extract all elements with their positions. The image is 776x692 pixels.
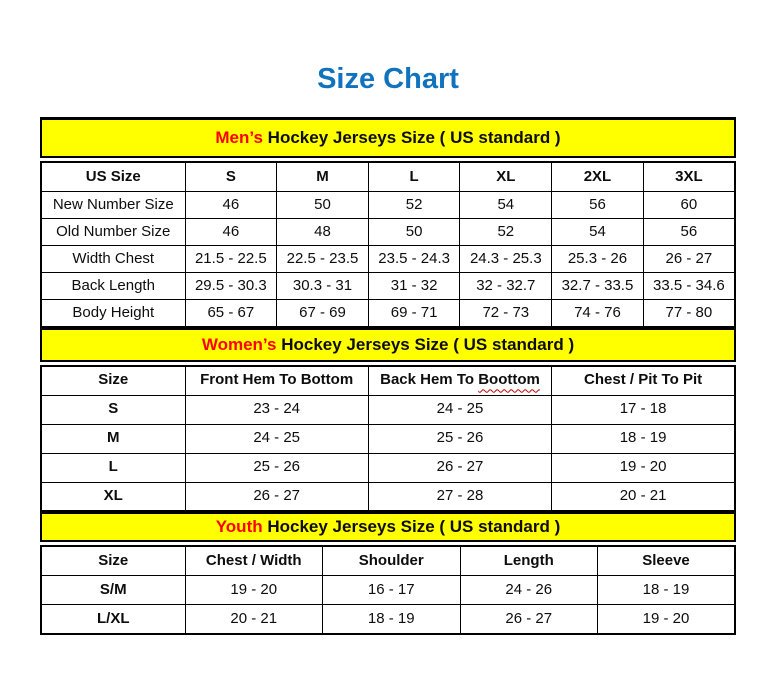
mens-size-table [40,161,736,328]
value-cell: 22.5 - 23.5 [277,246,369,273]
table-row [41,453,735,482]
value-cell: 24 - 25 [185,424,368,453]
mens-banner-text: Hockey Jerseys Size ( US standard ) [262,128,561,147]
value-cell: 56 [552,192,644,219]
womens-section-banner [40,328,736,362]
row-label: S [41,395,185,424]
column-header: 3XL [643,162,735,192]
value-cell: 52 [460,219,552,246]
table-row [41,424,735,453]
value-cell: 24 - 25 [368,395,551,424]
column-header: 2XL [552,162,644,192]
womens-size-table [40,365,736,513]
value-cell: 19 - 20 [185,576,323,605]
value-cell: 50 [368,219,460,246]
value-cell: 67 - 69 [277,300,369,327]
column-header: Sleeve [598,546,736,576]
value-cell: 26 - 27 [460,605,598,634]
value-cell: 56 [643,219,735,246]
row-label: L [41,453,185,482]
row-label: S/M [41,576,185,605]
value-cell: 77 - 80 [643,300,735,327]
value-cell: 32 - 32.7 [460,273,552,300]
table-row [41,192,735,219]
table-row [41,246,735,273]
value-cell: 52 [368,192,460,219]
value-cell: 18 - 19 [598,576,736,605]
value-cell: 24.3 - 25.3 [460,246,552,273]
column-header: Shoulder [323,546,461,576]
youth-section-banner [40,512,736,542]
value-cell: 26 - 27 [368,453,551,482]
value-cell: 65 - 67 [185,300,277,327]
mens-section-banner [40,117,736,158]
value-cell: 30.3 - 31 [277,273,369,300]
value-cell: 74 - 76 [552,300,644,327]
value-cell: 19 - 20 [552,453,735,482]
row-label: Back Length [41,273,185,300]
value-cell: 17 - 18 [552,395,735,424]
value-cell: 21.5 - 22.5 [185,246,277,273]
value-cell: 46 [185,219,277,246]
womens-section [40,328,736,513]
column-header: Size [41,546,185,576]
page-title: Size Chart [317,63,459,95]
value-cell: 29.5 - 30.3 [185,273,277,300]
value-cell: 26 - 27 [643,246,735,273]
value-cell: 60 [643,192,735,219]
value-cell: 23 - 24 [185,395,368,424]
column-header: Front Hem To Bottom [185,366,368,396]
value-cell: 50 [277,192,369,219]
misspelled-word: Boottom [478,371,540,389]
column-header: Chest / Width [185,546,323,576]
value-cell: 27 - 28 [368,482,551,511]
table-row [41,300,735,327]
column-header-misspelled [368,366,551,396]
value-cell: 69 - 71 [368,300,460,327]
table-row [41,219,735,246]
value-cell: 33.5 - 34.6 [643,273,735,300]
value-cell: 25.3 - 26 [552,246,644,273]
table-row [41,605,735,634]
value-cell: 19 - 20 [598,605,736,634]
value-cell: 46 [185,192,277,219]
value-cell: 16 - 17 [323,576,461,605]
row-label: Old Number Size [41,219,185,246]
row-label: Width Chest [41,246,185,273]
value-cell: 20 - 21 [552,482,735,511]
column-header: M [277,162,369,192]
value-cell: 25 - 26 [185,453,368,482]
value-cell: 18 - 19 [323,605,461,634]
womens-banner-text: Hockey Jerseys Size ( US standard ) [276,334,575,354]
youth-banner-text: Hockey Jerseys Size ( US standard ) [262,517,561,536]
column-header: Size [41,366,185,396]
value-cell: 48 [277,219,369,246]
table-row [41,482,735,511]
youth-banner-highlight: Youth [215,517,263,536]
value-cell: 54 [552,219,644,246]
value-cell: 24 - 26 [460,576,598,605]
column-header: Length [460,546,598,576]
value-cell: 32.7 - 33.5 [552,273,644,300]
table-row [41,395,735,424]
row-label: M [41,424,185,453]
column-header: S [185,162,277,192]
row-label: XL [41,482,185,511]
column-header: US Size [41,162,185,192]
value-cell: 23.5 - 24.3 [368,246,460,273]
column-header: XL [460,162,552,192]
value-cell: 26 - 27 [185,482,368,511]
row-label: L/XL [41,605,185,634]
value-cell: 54 [460,192,552,219]
youth-size-table [40,545,736,635]
table-row [41,576,735,605]
size-chart-body [40,117,736,635]
mens-banner-highlight: Men’s [215,128,263,147]
womens-banner-highlight: Women’s [201,334,277,354]
mens-section [40,117,736,328]
row-label: New Number Size [41,192,185,219]
table-row [41,273,735,300]
column-header: L [368,162,460,192]
womens-header-row [41,366,735,396]
youth-header-row [41,546,735,576]
youth-section [40,512,736,635]
value-cell: 72 - 73 [460,300,552,327]
value-cell: 31 - 32 [368,273,460,300]
column-header-text: Back Hem To [380,371,479,389]
row-label: Body Height [41,300,185,327]
value-cell: 20 - 21 [185,605,323,634]
value-cell: 18 - 19 [552,424,735,453]
mens-header-row [41,162,735,192]
column-header: Chest / Pit To Pit [552,366,735,396]
value-cell: 25 - 26 [368,424,551,453]
